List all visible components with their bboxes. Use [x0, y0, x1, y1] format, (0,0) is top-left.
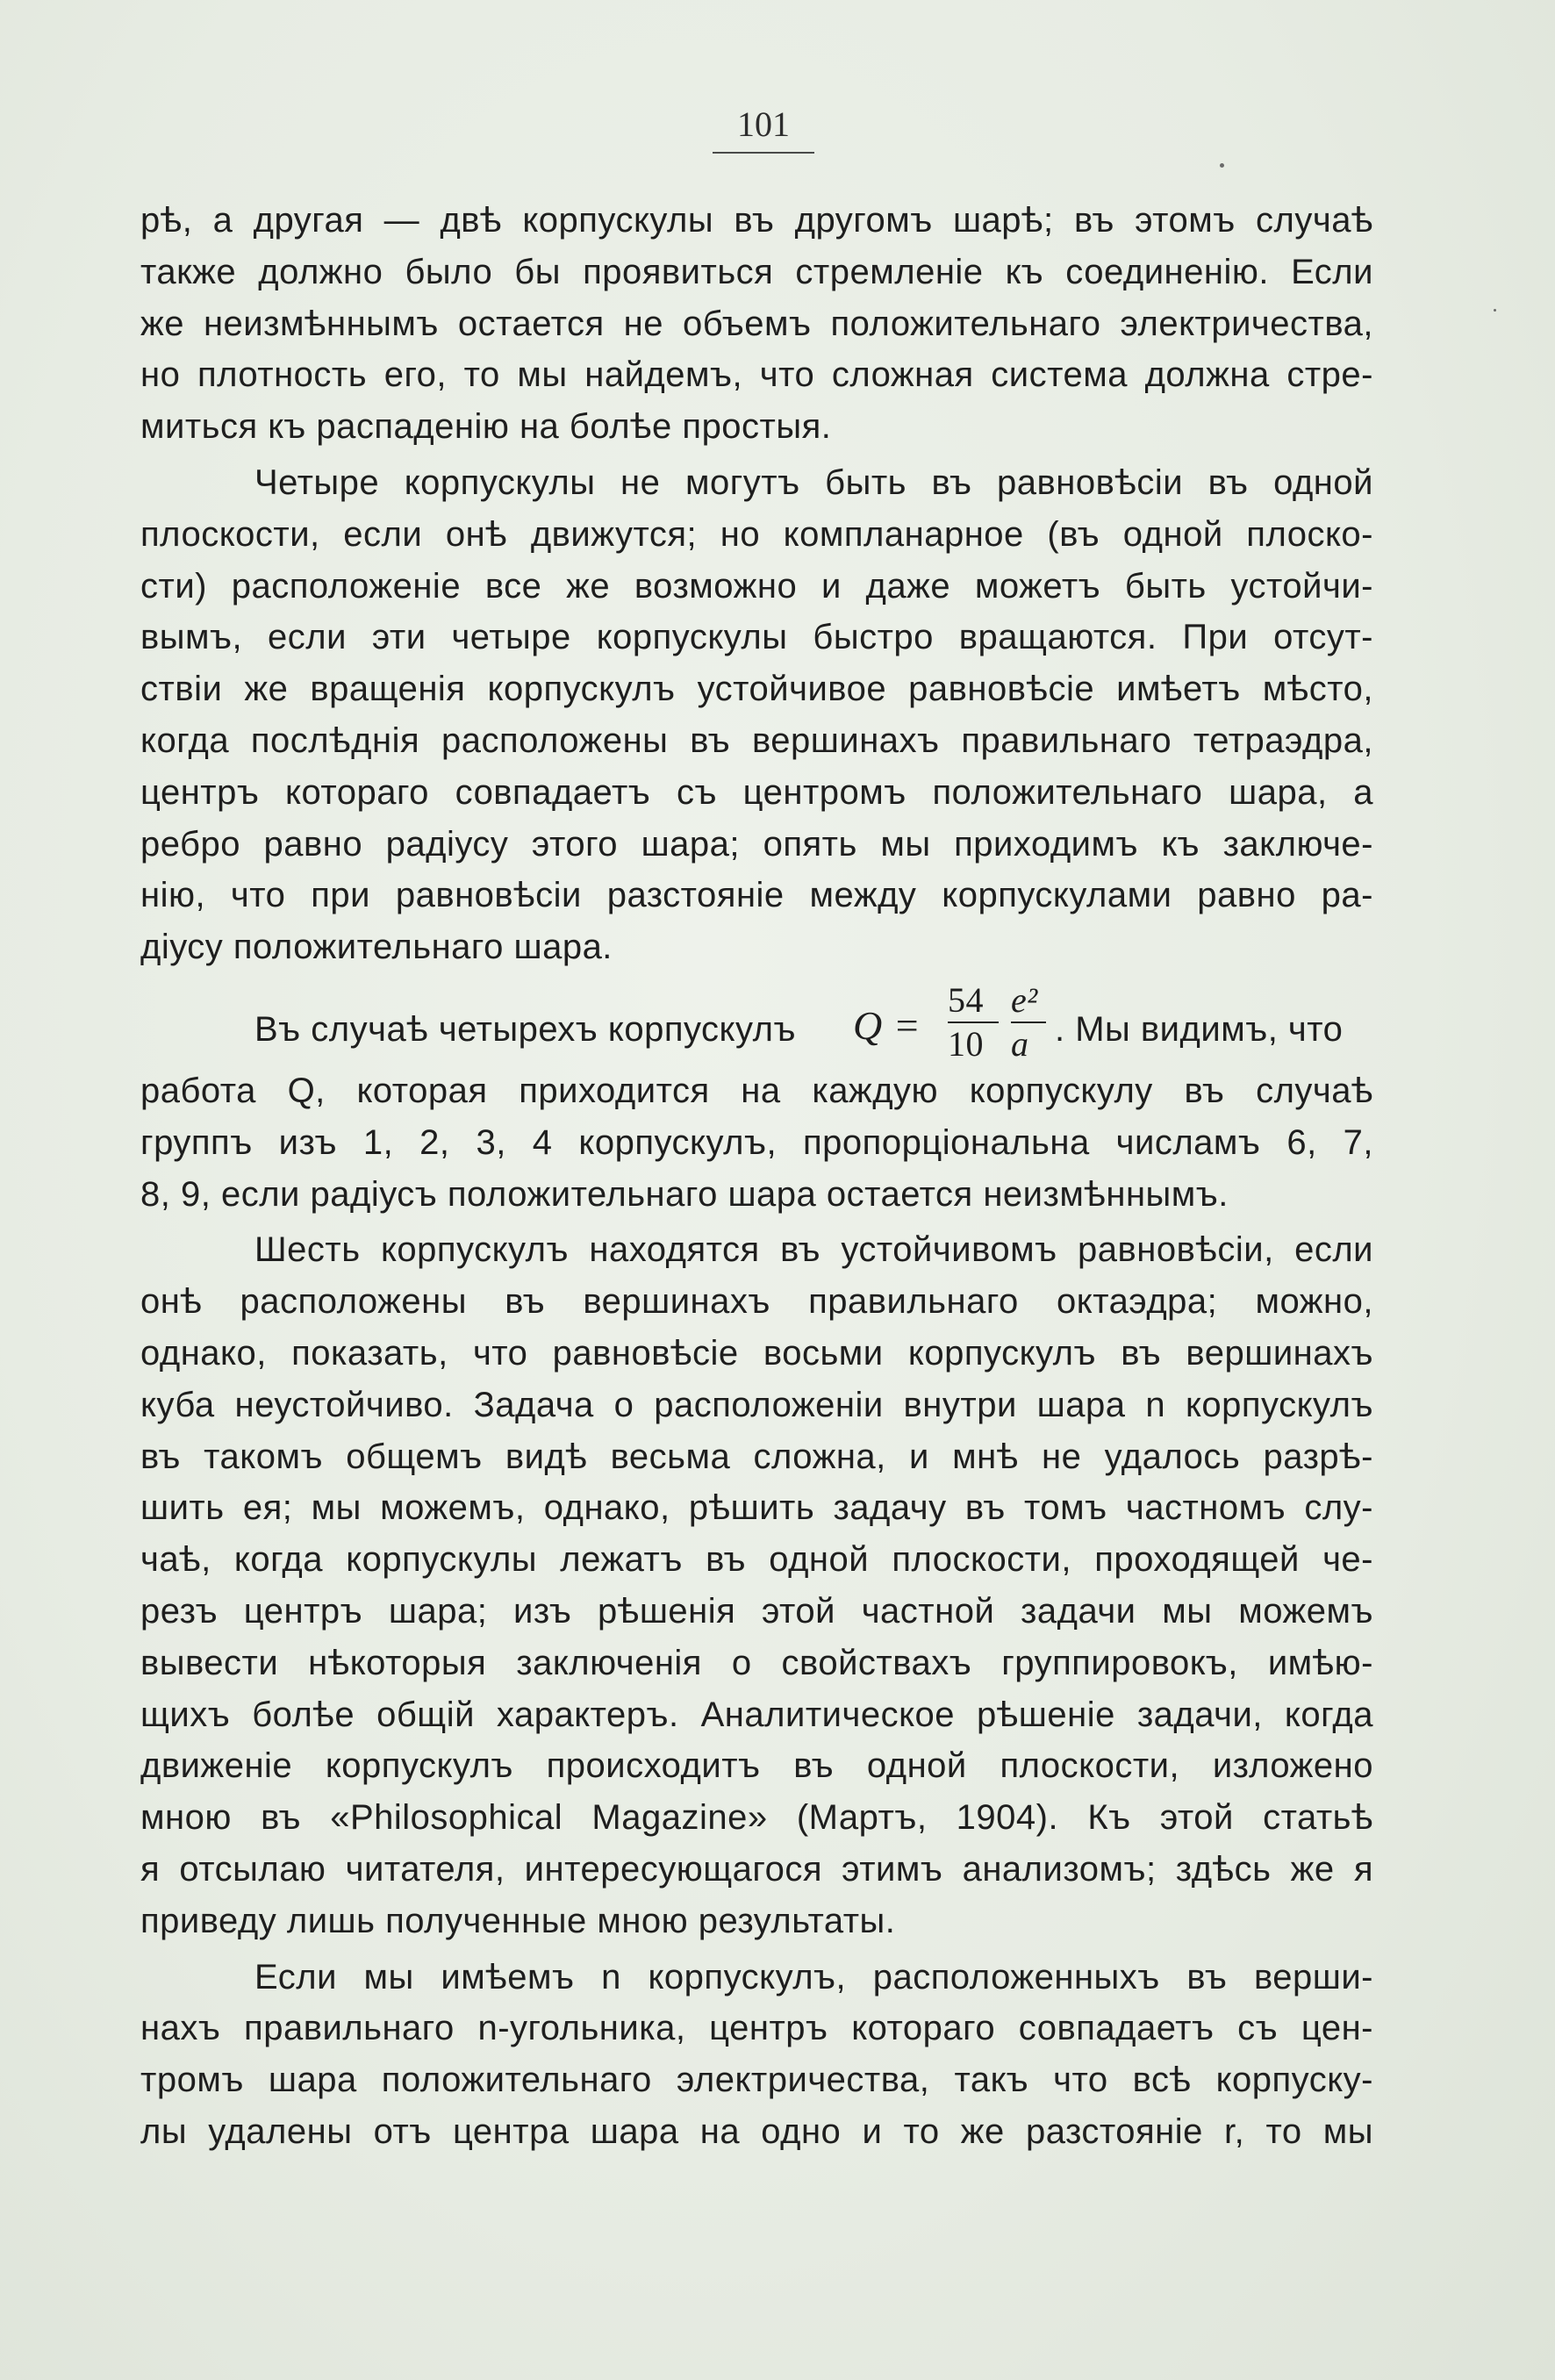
text-line: ствіи же вращенія корпускулъ устойчивое равновѣсіе имѣетъ мѣсто,: [140, 670, 1373, 709]
fraction-numerator: 54: [948, 979, 984, 1020]
formula-lead: Въ случаѣ четырехъ корпускулъ: [254, 1009, 796, 1049]
text-line: въ такомъ общемъ видѣ весьма сложна, и мнѣ не удалось разрѣ-: [140, 1437, 1373, 1476]
text-line: но плотность его, то мы найдемъ, что сложная система должна стре-: [140, 355, 1373, 395]
text-line: вывести нѣкоторыя заключенія о свойствахъ группировокъ, имѣю-: [140, 1643, 1373, 1682]
text-line: онѣ расположены въ вершинахъ правильнаго октаэдра; можно,: [140, 1282, 1373, 1322]
text-line: резъ центръ шара; изъ рѣшенія этой частной задачи мы можемъ: [140, 1591, 1373, 1631]
text-line: діусу положительнаго шара.: [140, 928, 613, 967]
fraction-denominator: 10: [948, 1023, 984, 1064]
fraction-e2-a: [1011, 981, 1046, 1064]
paragraph: [140, 1224, 1373, 1946]
text-line: Шесть корпускулъ находятся въ устойчивомъ равновѣсіи, если: [254, 1230, 1373, 1270]
text-line: работа Q, которая приходится на каждую корпускулу въ случаѣ: [140, 1071, 1373, 1110]
text-line: я отсылаю читателя, интересующагося этимъ анализомъ; здѣсь же я: [140, 1849, 1373, 1889]
formula-lhs: Q =: [853, 1002, 921, 1048]
text-line: лы удалены отъ центра шара на одно и то же разстояніе r, то мы: [140, 2111, 1373, 2151]
speck: [1220, 163, 1224, 168]
text-line: вымъ, если эти четыре корпускулы быстро вращаются. При отсут-: [140, 618, 1373, 657]
paragraph: [140, 195, 1373, 453]
text-line: чаѣ, когда корпускулы лежатъ въ одной плоскости, проходящей че-: [140, 1540, 1373, 1580]
fraction-denominator: a: [1011, 1023, 1029, 1064]
text-line: Если мы имѣемъ n корпускулъ, расположенныхъ въ верши-: [254, 1957, 1373, 1996]
text-line: однако, показать, что равновѣсіе восьми корпускулъ въ вершинахъ: [140, 1333, 1373, 1373]
speck: [1494, 309, 1496, 312]
text-line: мною въ «Philosophical Magazine» (Мартъ, 1904). Къ этой статьѣ: [140, 1798, 1373, 1838]
fraction-bar: [948, 1022, 999, 1023]
text-line: группъ изъ 1, 2, 3, 4 корпускулъ, пропорціональна числамъ 6, 7,: [140, 1122, 1373, 1162]
text-line: также должно было бы проявиться стремленіе къ соединенію. Если: [140, 252, 1373, 291]
fraction-54-10: [948, 981, 999, 1064]
text-line: 8, 9, если радіусъ положительнаго шара остается неизмѣннымъ.: [140, 1174, 1229, 1214]
text-line: Четыре корпускулы не могутъ быть въ равновѣсіи въ одной: [254, 462, 1373, 502]
formula-line: [140, 978, 1373, 1065]
text-line: плоскости, если онѣ движутся; но компланарное (въ одной плоско-: [140, 514, 1373, 554]
text-line: нію, что при равновѣсіи разстояніе между корпускулами равно ра-: [140, 876, 1373, 915]
text-line: щихъ болѣе общій характеръ. Аналитическое рѣшеніе задачи, когда: [140, 1695, 1373, 1734]
paragraph: [140, 1952, 1373, 2158]
fraction-numerator: e²: [1011, 979, 1038, 1020]
body-text: [140, 195, 1373, 2162]
formula-tail: . Мы видимъ, что: [1055, 1009, 1344, 1049]
text-line: сти) расположеніе все же возможно и даже можетъ быть устойчи-: [140, 566, 1373, 606]
text-line: когда послѣднія расположены въ вершинахъ правильнаго тетраэдра,: [140, 720, 1373, 760]
text-line: миться къ распаденію на болѣе простыя.: [140, 407, 832, 447]
page-number: 101: [737, 104, 790, 144]
text-line: приведу лишь полученные мною результаты.: [140, 1901, 896, 1940]
page-number-rule: [713, 152, 814, 154]
fraction-bar: [1011, 1022, 1046, 1023]
text-line: движеніе корпускулъ происходитъ въ одной плоскости, изложено: [140, 1746, 1373, 1786]
text-line: шить ея; мы можемъ, однако, рѣшить задачу въ томъ частномъ слу-: [140, 1488, 1373, 1528]
text-line: нахъ правильнаго n-угольника, центръ котораго совпадаетъ съ цен-: [140, 2009, 1373, 2048]
text-line: ребро равно радіусу этого шара; опять мы приходимъ къ заключе-: [140, 824, 1373, 864]
text-line: тромъ шара положительнаго электричества, такъ что всѣ корпуску-: [140, 2061, 1373, 2100]
text-line: же неизмѣннымъ остается не объемъ положительнаго электричества,: [140, 304, 1373, 343]
paragraph: [140, 978, 1373, 1220]
text-line: центръ котораго совпадаетъ съ центромъ положительнаго шара, а: [140, 772, 1373, 812]
paragraph: [140, 457, 1373, 973]
text-line: рѣ, а другая — двѣ корпускулы въ другомъ шарѣ; въ этомъ случаѣ: [140, 201, 1373, 240]
text-line: куба неустойчиво. Задача о расположеніи внутри шара n корпускулъ: [140, 1385, 1373, 1424]
